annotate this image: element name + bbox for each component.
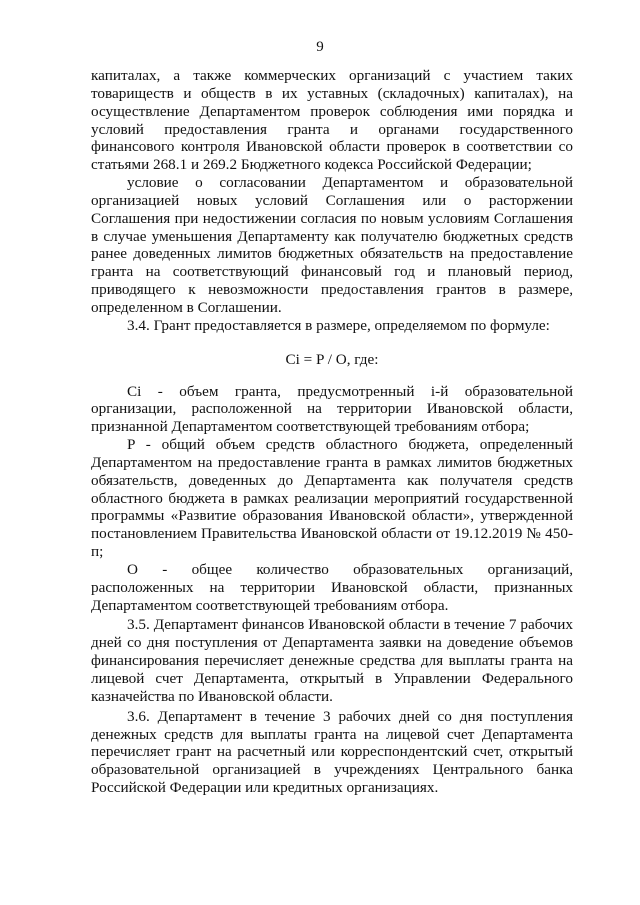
document-body bbox=[91, 67, 573, 797]
paragraph-condition: условие о согласовании Департаментом и образовательной организацией новых условий Соглашения или о расторжении Соглашения при недостижении согласия по новым условиям Соглашения в случае уменьшения Департаменту как получателю бюджетных средств ранее доведенных лимитов бюджетных обязательств на предоставление гранта на соответствующий финансовый год и плановый период, приводящего к невозможности предоставления грантов в размере, определенном в Соглашении. bbox=[91, 174, 573, 316]
paragraph-continuation: капиталах, а также коммерческих организаций с участием таких товариществ и обществ в их уставных (складочных) капиталах), на осуществление Департаментом проверок соблюдения ими порядка и условий предоставления гранта и органами государственного финансового контроля Ивановской области проверок в соответствии со статьями 268.1 и 269.2 Бюджетного кодекса Российской Федерации; bbox=[91, 67, 573, 174]
formula: Ci = P / O, где: bbox=[285, 350, 379, 368]
definition-o: O - общее количество образовательных организаций, расположенных на территории Ивановской области, признанных Департаментом соответствующей требованиям отбора. bbox=[91, 560, 573, 614]
paragraph-3-5: 3.5. Департамент финансов Ивановской области в течение 7 рабочих дней со дня поступления от Департамента заявки на доведение объемов финансирования перечисляет денежные средства для выплаты гранта на лицевой счет Департамента, открытый в Управлении Федерального казначейства по Ивановской области. bbox=[91, 616, 573, 705]
definition-ci: Ci - объем гранта, предусмотренный i-й образовательной организации, расположенной на территории Ивановской области, признанной Департаментом соответствующей требованиям отбора; bbox=[91, 382, 573, 436]
paragraph-3-4: 3.4. Грант предоставляется в размере, определяемом по формуле: bbox=[127, 316, 550, 334]
paragraph-3-6: 3.6. Департамент в течение 3 рабочих дней со дня поступления денежных средств для выплаты гранта на лицевой счет Департамента перечисляет грант на расчетный или корреспондентский счет, открытый образовательной организацией в учреждениях Центрального банка Российской Федерации или кредитных организациях. bbox=[91, 707, 573, 797]
definition-p: P - общий объем средств областного бюджета, определенный Департаментом на предоставление гранта в рамках лимитов бюджетных обязательств, доведенных до Департамента как получателя средств областного бюджета в рамках реализации мероприятий государственной программы «Развитие образования Ивановской области», утвержденной постановлением Правительства Ивановской области от 19.12.2019 № 450-п; bbox=[91, 436, 573, 561]
page-number: 9 bbox=[316, 39, 324, 55]
